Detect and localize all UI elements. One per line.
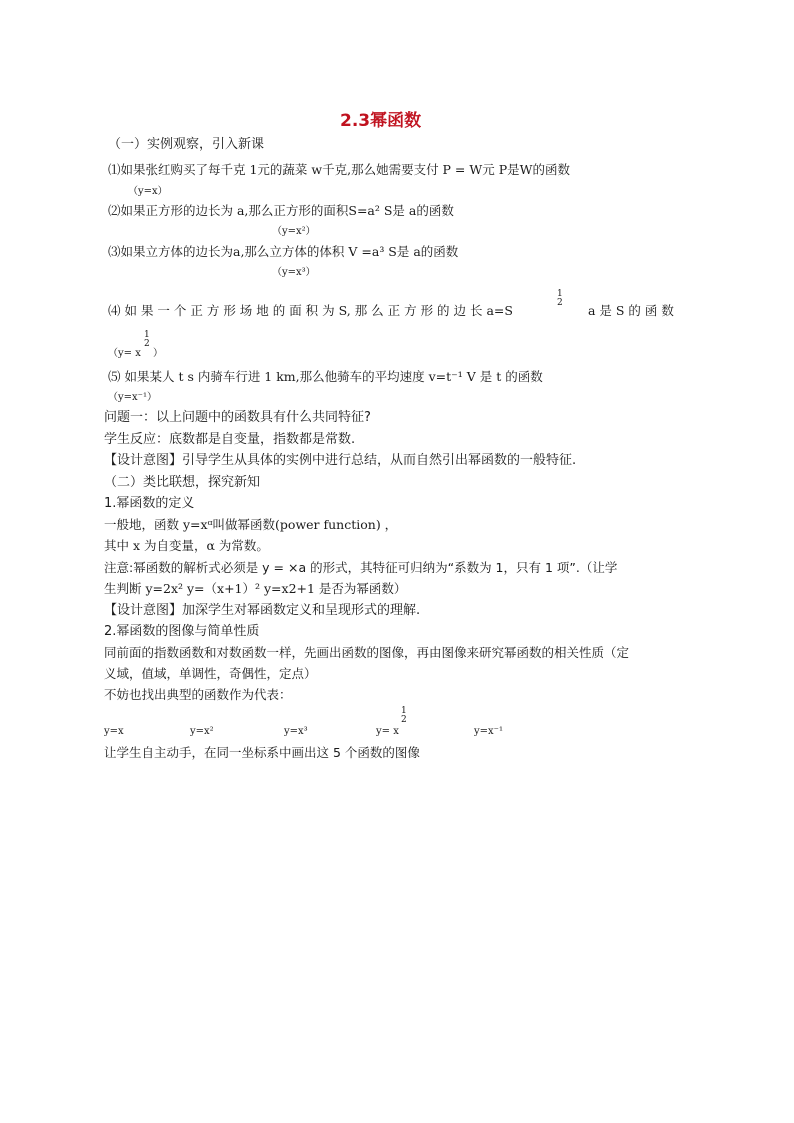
fraction-numerator: 1 (401, 706, 407, 716)
example-4-exponent (557, 290, 563, 308)
function-y-inverse: y=x⁻¹ (474, 726, 503, 737)
function-y-x2: y=x² (190, 726, 214, 737)
graph-paragraph-1: 同前面的指数函数和对数函数一样，先画出函数的图像，再由图像来研究幂函数的相关性质（定 (104, 645, 630, 660)
function-y-x: y=x (104, 726, 124, 737)
example-5: ⑸ 如果某人 t s 内骑车行进 1 km,那么他骑车的平均速度 v=t⁻¹ V 是 t 的函数 (108, 369, 543, 384)
page-title: 2.3幂函数 (340, 111, 422, 131)
subheading-definition: 1.幂函数的定义 (104, 496, 195, 511)
example-4-formula: （y= x (108, 348, 141, 359)
function-y-sqrt-x: y= x (376, 726, 399, 737)
fraction-numerator: 1 (144, 330, 150, 340)
example-4-formula-close: ） (153, 348, 163, 359)
example-2: ⑵如果正方形的边长为 a,那么正方形的面积S=a² S是 a的函数 (108, 203, 454, 218)
function-y-x3: y=x³ (284, 726, 308, 737)
definition-text: 一般地，函数 y=xᵅ叫做幂函数(power function) ， (104, 517, 398, 532)
representative-functions-intro: 不妨也找出典型的函数作为代表： (104, 687, 292, 702)
student-response: 学生反应：底数都是自变量，指数都是常数. (104, 432, 356, 447)
section-heading-2: （二）类比联想，探究新知 (104, 475, 261, 490)
closing-instruction: 让学生自主动手，在同一坐标系中画出这 5 个函数的图像 (104, 745, 420, 760)
function-sqrt-exponent (401, 707, 407, 725)
definition-variables: 其中 x 为自变量，α 为常数。 (104, 538, 269, 553)
fraction-numerator: 1 (557, 289, 563, 299)
design-intent-2: 【设计意图】加深学生对幂函数定义和呈现形式的理解. (104, 603, 421, 618)
subheading-graph: 2.幂函数的图像与简单性质 (104, 624, 260, 639)
question-1: 问题一：以上问题中的函数具有什么共同特征? (104, 410, 371, 425)
note-line-2: 生判断 y=2x² y=（x+1）² y=x2+1 是否为幂函数） (104, 581, 407, 596)
example-4-formula-exponent (144, 331, 150, 349)
example-4: ⑷ 如 果 一 个 正 方 形 场 地 的 面 积 为 S, 那 么 正 方 形 的 边 长 a=S (108, 303, 513, 318)
example-5-formula: （y=x⁻¹） (108, 392, 157, 403)
fraction-denominator: 2 (557, 298, 563, 308)
graph-paragraph-2: 义域，值域，单调性，奇偶性，定点） (104, 666, 317, 681)
example-3: ⑶如果立方体的边长为a,那么立方体的体积 V =a³ S是 a的函数 (108, 244, 459, 259)
example-4-tail: a 是 S 的 函 数 (588, 303, 674, 318)
design-intent-1: 【设计意图】引导学生从具体的实例中进行总结，从而自然引出幂函数的一般特征. (104, 453, 577, 468)
example-2-formula: （y=x²） (272, 226, 316, 237)
example-1: ⑴如果张红购买了每千克 1元的蔬菜 w千克,那么她需要支付 P = W元 P是W的函数 (108, 162, 570, 177)
fraction-denominator: 2 (144, 339, 150, 349)
note-line-1: 注意:幂函数的解析式必须是 y = ×a 的形式，其特征可归纳为“系数为 1，只有 1 项”.（让学 (104, 560, 618, 575)
fraction-denominator: 2 (401, 715, 407, 725)
example-1-formula: （y=x） (128, 186, 168, 197)
section-heading-1: （一）实例观察，引入新课 (108, 137, 265, 152)
example-3-formula: （y=x³） (272, 267, 316, 278)
